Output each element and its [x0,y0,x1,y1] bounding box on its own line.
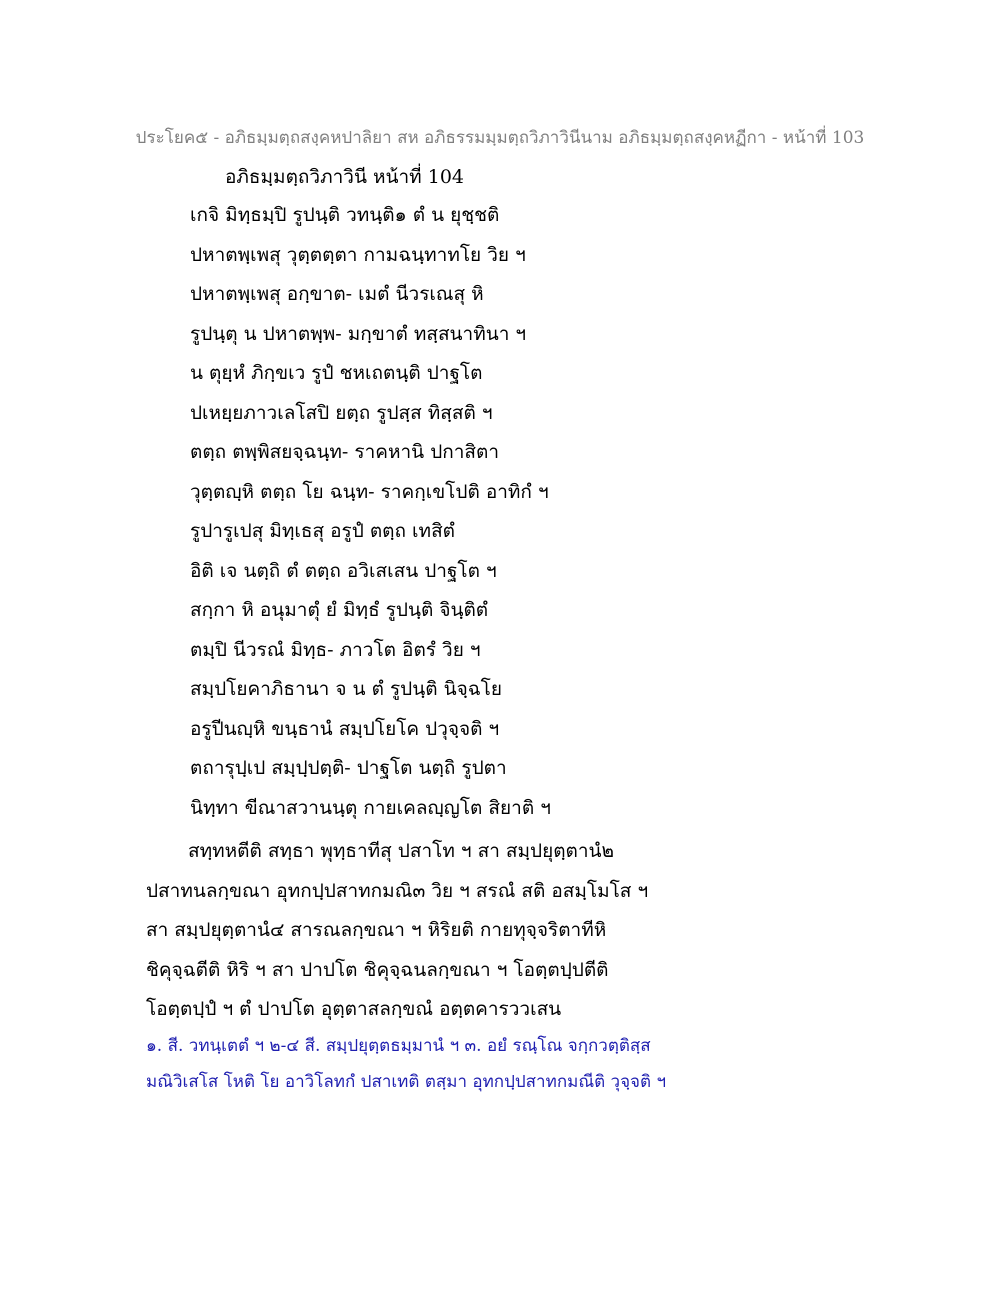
verse-line: อรูปีนญฺหิ ขนฺธานํ สมฺปโยโค ปวุจฺจติ ฯ [190,717,500,740]
prose-line: โอตฺตปฺปํ ฯ ตํ ปาปโต อุตฺตาสลกฺขณํ อตฺตคารววเสน [146,998,562,1020]
footnote-line: ๑. สี. วทนฺเตตํ ฯ ๒-๔ สี. สมฺปยุตฺตธมฺมานํ ฯ ๓. อยํ รณฺโณ จกฺกวตฺติสฺส [146,1036,651,1056]
verse-line: ตถารุปฺเป สมฺปฺปตฺติ- ปาฐโต นตฺถิ รูปตา [190,757,507,779]
prose-line: สา สมฺปยุตฺตานํ๔ สารณลกฺขณา ฯ หิริยติ กายทุจฺจริตาทีหิ [146,919,607,941]
verse-line: ปหาตพฺเพสุ อกฺขาต- เมตํ นีวรเณสุ หิ [190,283,484,305]
prose-paragraph [146,838,706,1036]
verse-line: ตตฺถ ตพฺพิสยจฺฉนฺท- ราคหานิ ปกาสิตา [190,441,500,463]
verse-line: รูปนฺตุ น ปหาตพฺพ- มกฺขาตํ ทสฺสนาทินา ฯ [190,322,527,345]
verse-line: อิติ เจ นตฺถิ ตํ ตตฺถ อวิเสเสน ปาฐโต ฯ [190,559,497,582]
verse-line: น ตุยฺหํ ภิกฺขเว รูปํ ชหเถตนฺติ ปาฐโต [190,362,483,384]
verse-line: สกฺกา หิ อนุมาตุํ ยํ มิทฺธํ รูปนฺติ จินฺติตํ [190,599,489,621]
verse-line: นิทฺทา ขีณาสวานนฺตุ กายเคลญฺญโต สิยาติ ฯ [190,796,551,819]
verse-line: ปหาตพฺเพสุ วุตฺตตฺตา กามฉนฺทาทโย วิย ฯ [190,243,526,266]
footnotes [146,1034,666,1106]
verse-line: ตมฺปิ นีวรณํ มิทฺธ- ภาวโต อิตรํ วิย ฯ [190,638,481,661]
verse-line: รูปารูเปสุ มิทฺเธสุ อรูปํ ตตฺถ เทสิตํ [190,520,455,542]
verse-line: วุตฺตญฺหิ ตตฺถ โย ฉนฺท- ราคกฺเขโปติ อาทิกํ ฯ [190,480,549,503]
page-heading: อภิธมฺมตฺถวิภาวินี หน้าที่ 104 [225,166,464,188]
prose-line: ปสาทนลกฺขณา อุทกปฺปสาทกมณิ๓ วิย ฯ สรณํ สติ อสมฺโมโส ฯ [146,879,649,902]
prose-line: ชิคุจฺฉตีติ หิริ ฯ สา ปาปโต ชิคุจฺฉนลกฺขณา ฯ โอตฺตปฺปตีติ [146,958,609,981]
running-header: ประโยค๕ - อภิธมฺมตฺถสงฺคหปาลิยา สห อภิธรรมมฺมตฺถวิภาวินีนาม อภิธมฺมตฺถสงฺคหฏีกา - หน้าที่ 103 [135,128,865,148]
verse-line: ปเหยฺยภาวเลโสปิ ยตฺถ รูปสฺส ทิสฺสติ ฯ [190,401,493,424]
verse-block [190,202,551,834]
verse-line: สมฺปโยคาภิธานา จ น ตํ รูปนฺติ นิจฺฉโย [190,678,502,700]
footnote-line: มณิวิเสโส โหติ โย อาวิโลทกํ ปสาเทติ ตสฺมา อุทกปฺปสาทกมณีติ วุจฺจติ ฯ [146,1072,666,1092]
prose-line: สทฺทหตีติ สทฺธา พุทฺธาทีสุ ปสาโท ฯ สา สมฺปยุตฺตานํ๒ [188,840,615,862]
verse-line: เกจิ มิทฺธมฺปิ รูปนฺติ วทนฺติ๑ ตํ น ยุชฺชติ [190,204,500,226]
